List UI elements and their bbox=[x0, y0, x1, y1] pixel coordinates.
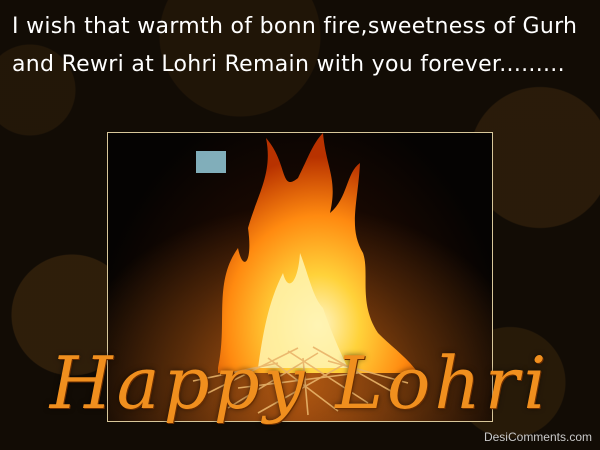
happy-lohri-title: Happy Lohri bbox=[49, 341, 551, 425]
wish-message: I wish that warmth of bonn fire,sweetness of Gurh and Rewri at Lohri Remain with you forever......... bbox=[12, 14, 578, 77]
site-watermark: DesiComments.com bbox=[483, 430, 592, 444]
background-light bbox=[196, 151, 226, 173]
